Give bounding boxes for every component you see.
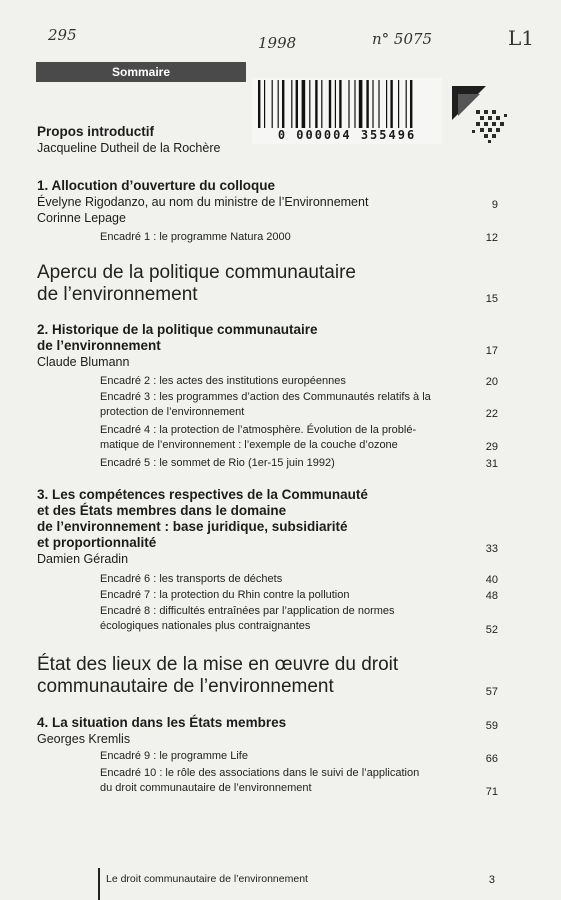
intro-title: Propos introductif (37, 124, 154, 139)
barcode-bar (406, 80, 407, 128)
chapter-3-title-line: et proportionnalité (37, 535, 157, 550)
barcode-bar (264, 80, 265, 128)
barcode-bar (398, 80, 399, 128)
chapter-1-author: Corinne Lepage (37, 211, 126, 225)
barcode-bar (272, 80, 273, 128)
section-2-title-line: État des lieux de la mise en œuvre du droit (37, 654, 399, 675)
box-9-line: Encadré 9 : le programme Life (100, 750, 248, 762)
barcode-bar (354, 80, 355, 128)
footer-page-number: 3 (488, 874, 495, 886)
box-5-page: 31 (485, 458, 498, 470)
footer-rule (98, 868, 100, 900)
box-4-page: 29 (485, 441, 498, 453)
box-6-page: 40 (485, 574, 498, 586)
barcode-bar (339, 80, 341, 128)
section-2-page: 57 (485, 686, 498, 698)
chapter-3-title-line: 3. Les compétences respectives de la Communauté (37, 487, 368, 502)
barcode-bar (258, 80, 260, 128)
barcode-bar (329, 80, 331, 128)
box-4 (100, 423, 416, 453)
section-1-entry (37, 262, 356, 306)
barcode-bar (372, 80, 373, 128)
sommaire-header: Sommaire (36, 62, 246, 82)
box-3-line: protection de l’environnement (100, 406, 245, 418)
intro-entry (37, 124, 220, 156)
chapter-3-author: Damien Géradin (37, 552, 129, 566)
barcode-bar (378, 80, 379, 128)
chapter-3-title-line: de l’environnement : base juridique, subsidiarité (37, 519, 348, 534)
chapter-1-page: 9 (491, 199, 498, 211)
intro-author: Jacqueline Dutheil de la Rochère (37, 141, 221, 155)
barcode-bar (278, 80, 279, 128)
box-9 (100, 749, 248, 764)
box-5 (100, 456, 335, 471)
handwritten-note-2: 1998 (258, 34, 297, 52)
chapter-1-author: Évelyne Rigodanzo, au nom du ministre de l’Environnement (37, 195, 369, 209)
chapter-3-title-line: et des États membres dans le domaine (37, 503, 287, 518)
chapter-3-entry (37, 487, 368, 567)
chapter-1-title: 1. Allocution d’ouverture du colloque (37, 178, 276, 193)
chapter-3-page: 33 (485, 543, 498, 555)
box-10-page: 71 (485, 786, 498, 798)
barcode-bar (366, 80, 368, 128)
chapter-2-entry (37, 322, 318, 370)
barcode-bar (302, 80, 306, 128)
barcode-bar (390, 80, 392, 128)
box-8 (100, 604, 395, 634)
box-8-line: écologiques nationales plus contraignantes (100, 620, 311, 632)
barcode-bar (291, 80, 292, 128)
box-2-line: Encadré 2 : les actes des institutions européennes (100, 375, 346, 387)
section-1-title-line: de l’environnement (37, 284, 198, 305)
box-8-page: 52 (485, 624, 498, 636)
box-9-page: 66 (485, 753, 498, 765)
footer-title: Le droit communautaire de l’environnement (106, 873, 308, 885)
box-6 (100, 572, 282, 587)
section-1-title-line: Apercu de la politique communautaire (37, 262, 356, 283)
chapter-2-title-line: de l’environnement (37, 338, 161, 353)
box-7 (100, 588, 350, 603)
chapter-4-author: Georges Kremlis (37, 732, 131, 746)
barcode-bar (335, 80, 336, 128)
box-1: Encadré 1 : le programme Natura 2000 (100, 231, 291, 243)
box-2 (100, 374, 346, 389)
box-4-line: Encadré 4 : la protection de l’atmosphère. Évolution de la problé- (100, 424, 417, 436)
barcode-bar (296, 80, 298, 128)
box-7-line: Encadré 7 : la protection du Rhin contre la pollution (100, 589, 350, 601)
box-8-line: Encadré 8 : difficultés entraînées par l’application de normes (100, 605, 395, 617)
box-3-line: Encadré 3 : les programmes d’action des Communautés relatifs à la (100, 391, 431, 403)
barcode-bars (256, 80, 438, 128)
section-2-entry (37, 654, 398, 698)
chapter-2-page: 17 (485, 345, 498, 357)
box-1-page: 12 (485, 232, 498, 244)
section-2-title-line: communautaire de l’environnement (37, 676, 334, 697)
box-10 (100, 766, 419, 796)
barcode-bar (315, 80, 317, 128)
barcode-bar (348, 80, 349, 128)
box-5-line: Encadré 5 : le sommet de Rio (1er-15 juin 1992) (100, 457, 335, 469)
box-6-line: Encadré 6 : les transports de déchets (100, 573, 283, 585)
barcode-bar (359, 80, 363, 128)
chapter-4-entry (37, 715, 286, 747)
barcode-number: 0 000004 355496 (277, 128, 417, 142)
box-3 (100, 390, 431, 420)
barcode-bar (309, 80, 310, 128)
barcode-bar (282, 80, 284, 128)
chapter-4-page: 59 (485, 720, 498, 732)
chapter-1-entry (37, 178, 368, 226)
library-logo-icon (452, 86, 512, 148)
chapter-2-author: Claude Blumann (37, 355, 130, 369)
box-3-page: 22 (485, 408, 498, 420)
handwritten-note-1: 295 (48, 26, 77, 44)
box-10-line: du droit communautaire de l’environnement (100, 782, 312, 794)
barcode-sticker (252, 78, 442, 144)
barcode-bar (410, 80, 412, 128)
box-4-line: matique de l’environnement : l’exemple de la couche d’ozone (100, 439, 398, 451)
chapter-4-title: 4. La situation dans les États membres (37, 715, 287, 730)
section-1-page: 15 (485, 293, 498, 305)
handwritten-note-3: n° 5075 (372, 30, 433, 48)
barcode-bar (386, 80, 387, 128)
box-10-line: Encadré 10 : le rôle des associations dans le suivi de l’application (100, 767, 420, 779)
box-7-page: 48 (485, 590, 498, 602)
box-2-page: 20 (485, 376, 498, 388)
handwritten-note-4: L1 (508, 26, 535, 50)
barcode-bar (321, 80, 322, 128)
chapter-2-title-line: 2. Historique de la politique communautaire (37, 322, 318, 337)
